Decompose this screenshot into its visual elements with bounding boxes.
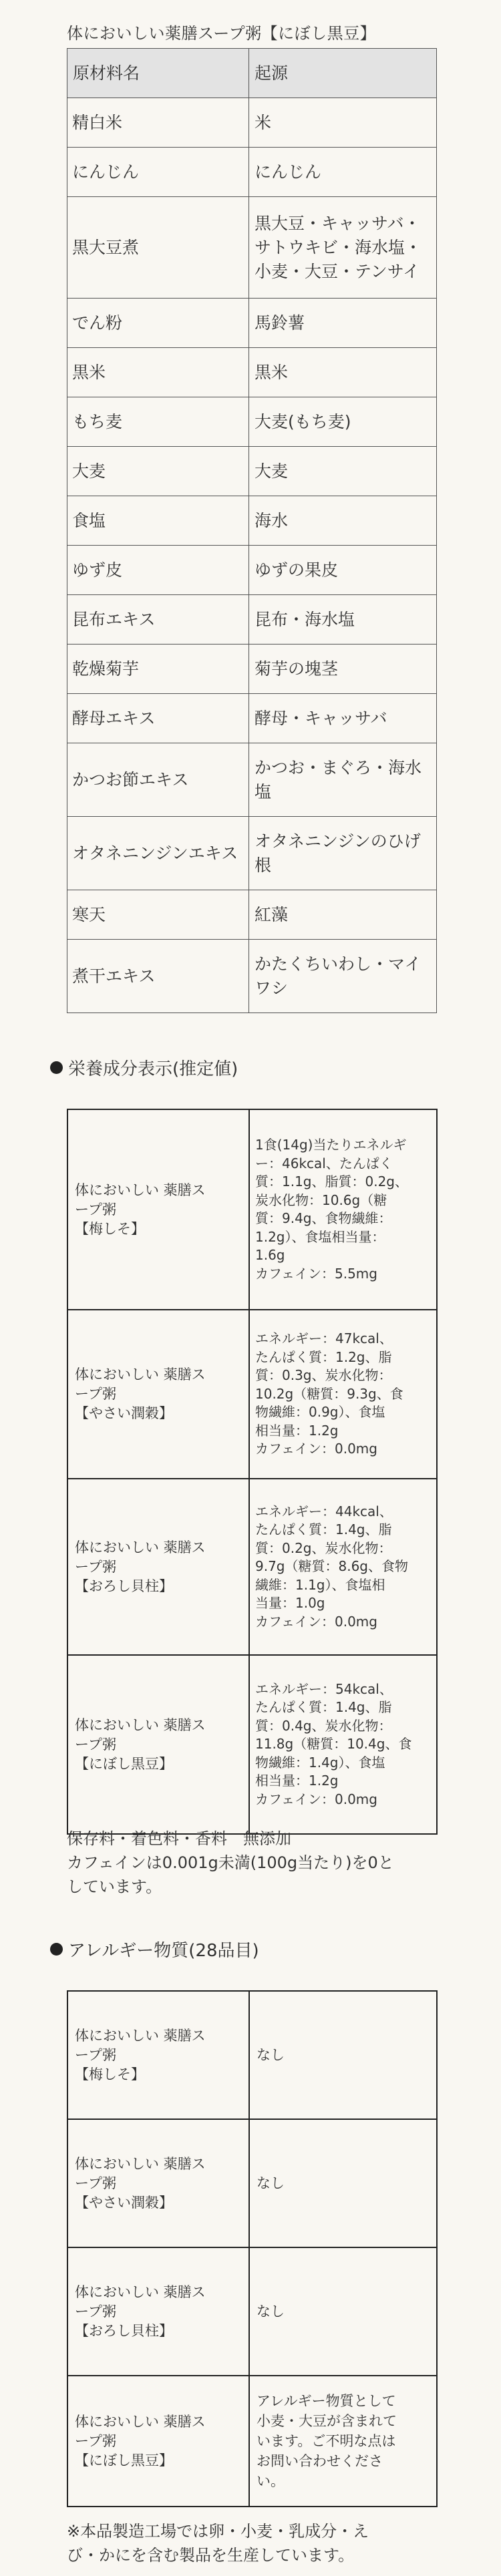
ingredient-row xyxy=(67,447,437,496)
allergen-footnote xyxy=(67,2519,468,2567)
ingredient-name: 乾燥菊芋 xyxy=(67,645,249,694)
nutrition-value-line: 質：1.1g、脂質：0.2g、 xyxy=(255,1173,409,1189)
product-name-product-line2: ープ粥 xyxy=(75,2046,116,2063)
ingredient-origin: 米 xyxy=(249,98,437,148)
ingredient-origin: にんじん xyxy=(249,148,437,197)
nutrition-value-line: 1.2g）、食塩相当量： xyxy=(255,1228,385,1245)
allergen-row xyxy=(67,2119,437,2247)
ingredient-name: 昆布エキス xyxy=(67,595,249,645)
product-name-product-line2: ープ粥 xyxy=(75,2432,116,2449)
bullet-icon xyxy=(50,1061,63,1074)
ingredient-origin: かつお・まぐろ・海水塩 xyxy=(249,743,437,817)
product-name-product-line3: 【梅しそ】 xyxy=(75,1220,145,1237)
ingredient-row xyxy=(67,595,437,645)
ingredient-row xyxy=(67,694,437,743)
ingredient-origin: オタネニンジンのひげ根 xyxy=(249,817,437,890)
product-name-cell xyxy=(67,1479,249,1655)
product-name-product-line1: 体においしい 薬膳ス xyxy=(75,1539,206,1555)
nutrition-value-line: 質：0.3g、炭水化物： xyxy=(255,1367,392,1384)
allergen-value-line: 小麦・大豆が含まれて xyxy=(257,2413,397,2429)
nutrition-value-line: カフェイン：0.0mg xyxy=(255,1613,377,1630)
product-name-product-line1: 体においしい 薬膳ス xyxy=(75,1716,206,1733)
nutrition-value-line: 相当量：1.2g xyxy=(255,1422,339,1439)
nutrition-row xyxy=(67,1310,437,1479)
nutrition-value-line: 物繊維：1.4g）、食塩 xyxy=(255,1754,385,1771)
product-name-product-line2: ープ粥 xyxy=(75,1558,116,1575)
ingredient-name: にんじん xyxy=(67,148,249,197)
nutrition-value-line: 質：0.4g、炭水化物： xyxy=(255,1717,392,1734)
ingredient-row xyxy=(67,645,437,694)
allergen-value-cell xyxy=(249,2376,437,2507)
product-name-product-line3: 【やさい潤穀】 xyxy=(75,1405,173,1421)
product-name-product-line2: ープ粥 xyxy=(75,1386,116,1402)
product-name-cell xyxy=(67,1109,249,1310)
ingredient-row xyxy=(67,546,437,595)
ingredient-origin: 菊芋の塊茎 xyxy=(249,645,437,694)
nutrition-value-line: 11.8g（糖質：10.4g、食 xyxy=(255,1736,412,1753)
nutrition-value-line: エネルギー：44kcal、 xyxy=(255,1503,393,1519)
ingredient-name: 精白米 xyxy=(67,98,249,148)
allergen-value-line: お問い合わせくださ xyxy=(257,2453,383,2469)
nutrition-heading: 栄養成分表示(推定値) xyxy=(50,1055,238,1080)
product-name-product-line3: 【梅しそ】 xyxy=(75,2066,145,2082)
ingredient-origin: かたくちいわし・マイワシ xyxy=(249,940,437,1013)
ingredient-name: 食塩 xyxy=(67,496,249,546)
nutrition-value-line: たんぱく質：1.2g、脂 xyxy=(255,1348,392,1365)
nutrition-note-line1: 保存料・着色料・香料 無添加 xyxy=(67,1829,291,1848)
product-name-product-line2: ープ粥 xyxy=(75,1736,116,1753)
product-name-cell xyxy=(67,1310,249,1479)
nutrition-row xyxy=(67,1479,437,1655)
ingredient-name: 黒大豆煮 xyxy=(67,197,249,299)
nutrition-values-cell xyxy=(249,1109,437,1310)
allergen-value-cell xyxy=(249,2247,437,2376)
product-name-product-line3: 【やさい潤穀】 xyxy=(75,2194,173,2211)
allergen-value-line: アレルギー物質として xyxy=(257,2393,396,2409)
ingredient-origin: 酵母・キャッサバ xyxy=(249,694,437,743)
nutrition-value-line: 質：0.2g、炭水化物： xyxy=(255,1539,392,1556)
product-name-product-line2: ープ粥 xyxy=(75,1201,116,1218)
allergen-value-line: います。ご不明な点は xyxy=(257,2433,396,2449)
product-name-product-line3: 【にぼし黒豆】 xyxy=(75,1755,173,1772)
ingredient-origin: 大麦(もち麦) xyxy=(249,397,437,447)
ingredient-name: 寒天 xyxy=(67,890,249,940)
product-name-cell xyxy=(67,2247,249,2376)
allergen-value-cell xyxy=(249,1991,437,2119)
ingredient-origin: 紅藻 xyxy=(249,890,437,940)
ingredient-row xyxy=(67,940,437,1013)
allergen-row xyxy=(67,2247,437,2376)
ingredient-row xyxy=(67,197,437,299)
allergen-footnote-line1: ※本品製造工場では卵・小麦・乳成分・え xyxy=(67,2522,369,2541)
allergen-value-line: なし xyxy=(257,2304,285,2320)
ingredient-name: オタネニンジンエキス xyxy=(67,817,249,890)
ingredient-table xyxy=(67,48,437,1013)
nutrition-row xyxy=(67,1109,437,1310)
product-name-product-line2: ープ粥 xyxy=(75,2303,116,2320)
nutrition-values-cell xyxy=(249,1479,437,1655)
nutrition-values-cell xyxy=(249,1310,437,1479)
product-name-product-line3: 【おろし貝柱】 xyxy=(75,1578,173,1594)
nutrition-value-line: カフェイン：5.5mg xyxy=(255,1265,377,1282)
nutrition-value-line: 9.7g（糖質：8.6g、食物 xyxy=(255,1558,409,1575)
nutrition-value-line: エネルギー：54kcal、 xyxy=(255,1680,393,1697)
product-name-product-line1: 体においしい 薬膳ス xyxy=(75,2155,206,2172)
nutrition-note xyxy=(67,1827,394,1899)
ingredient-origin: 黒米 xyxy=(249,348,437,397)
nutrition-value-line: 炭水化物：10.6g（糖 xyxy=(255,1191,387,1208)
ingredient-name: 酵母エキス xyxy=(67,694,249,743)
ingredient-name: 煮干エキス xyxy=(67,940,249,1013)
nutrition-value-line: ー：46kcal、たんぱく xyxy=(255,1155,393,1171)
product-name-cell xyxy=(67,2119,249,2247)
product-name-product-line1: 体においしい 薬膳ス xyxy=(75,2413,206,2430)
ingredient-name: 黒米 xyxy=(67,348,249,397)
nutrition-values-cell xyxy=(249,1655,437,1834)
allergen-footnote-line2: び・かにを含む製品を生産しています。 xyxy=(67,2546,355,2565)
allergen-value-cell xyxy=(249,2119,437,2247)
nutrition-value-line: エネルギー：47kcal、 xyxy=(255,1330,393,1347)
ingredient-row xyxy=(67,890,437,940)
ingredient-row xyxy=(67,743,437,817)
ingredient-origin: 海水 xyxy=(249,496,437,546)
allergen-row xyxy=(67,2376,437,2507)
product-name-product-line1: 体においしい 薬膳ス xyxy=(75,1181,206,1198)
product-name-product-line3: 【にぼし黒豆】 xyxy=(75,2452,173,2468)
allergen-value-line: い。 xyxy=(257,2473,285,2489)
nutrition-value-line: 当量：1.0g xyxy=(255,1595,325,1612)
ingredient-row xyxy=(67,148,437,197)
allergen-table xyxy=(67,1990,438,2507)
nutrition-value-line: 繊維：1.1g）、食塩相 xyxy=(255,1576,385,1593)
allergen-row xyxy=(67,1991,437,2119)
ingredient-header-name: 原材料名 xyxy=(67,49,249,98)
ingredient-row xyxy=(67,299,437,348)
nutrition-value-line: カフェイン：0.0mg xyxy=(255,1441,377,1457)
allergen-value-line: なし xyxy=(257,2047,285,2063)
nutrition-value-line: たんぱく質：1.4g、脂 xyxy=(255,1521,392,1538)
ingredient-name: でん粉 xyxy=(67,299,249,348)
nutrition-value-line: 質：9.4g、食物繊維： xyxy=(255,1210,392,1226)
nutrition-value-line: カフェイン：0.0mg xyxy=(255,1791,377,1807)
ingredient-name: ゆず皮 xyxy=(67,546,249,595)
nutrition-value-line: 1食(14g)当たりエネルギ xyxy=(255,1137,407,1153)
nutrition-table xyxy=(67,1109,438,1835)
ingredient-origin: 大麦 xyxy=(249,447,437,496)
ingredient-header-origin: 起源 xyxy=(249,49,437,98)
ingredient-row xyxy=(67,496,437,546)
allergen-value-line: なし xyxy=(257,2175,285,2191)
product-name-cell xyxy=(67,2376,249,2507)
nutrition-value-line: 10.2g（糖質：9.3g、食 xyxy=(255,1385,403,1402)
nutrition-note-line3: しています。 xyxy=(67,1877,162,1896)
ingredient-name: もち麦 xyxy=(67,397,249,447)
ingredient-name: かつお節エキス xyxy=(67,743,249,817)
ingredient-table-caption: 体においしい薬膳スープ粥【にぼし黒豆】 xyxy=(67,24,377,43)
product-name-product-line1: 体においしい 薬膳ス xyxy=(75,2283,206,2300)
ingredient-name: 大麦 xyxy=(67,447,249,496)
nutrition-value-line: 1.6g xyxy=(255,1247,285,1263)
allergen-heading: アレルギー物質(28品目) xyxy=(50,1937,259,1962)
ingredient-row xyxy=(67,397,437,447)
nutrition-note-line2: カフェインは0.001g未満(100g当たり)を0と xyxy=(67,1853,394,1872)
product-name-product-line3: 【おろし貝柱】 xyxy=(75,2322,173,2339)
nutrition-value-line: たんぱく質：1.4g、脂 xyxy=(255,1699,392,1716)
product-name-cell xyxy=(67,1991,249,2119)
product-name-cell xyxy=(67,1655,249,1834)
ingredient-row xyxy=(67,348,437,397)
product-name-product-line1: 体においしい 薬膳ス xyxy=(75,2027,206,2044)
ingredient-row xyxy=(67,98,437,148)
ingredient-row xyxy=(67,817,437,890)
nutrition-value-line: 相当量：1.2g xyxy=(255,1773,339,1789)
ingredient-origin: 馬鈴薯 xyxy=(249,299,437,348)
product-name-product-line2: ープ粥 xyxy=(75,2175,116,2191)
ingredient-origin: 昆布・海水塩 xyxy=(249,595,437,645)
ingredient-header-row xyxy=(67,49,437,98)
nutrition-value-line: 物繊維：0.9g）、食塩 xyxy=(255,1404,385,1421)
ingredient-origin: 黒大豆・キャッサバ・サトウキビ・海水塩・小麦・大豆・テンサイ xyxy=(249,197,437,299)
bullet-icon xyxy=(50,1943,63,1956)
nutrition-row xyxy=(67,1655,437,1834)
ingredient-origin: ゆずの果皮 xyxy=(249,546,437,595)
product-name-product-line1: 体においしい 薬膳ス xyxy=(75,1366,206,1383)
